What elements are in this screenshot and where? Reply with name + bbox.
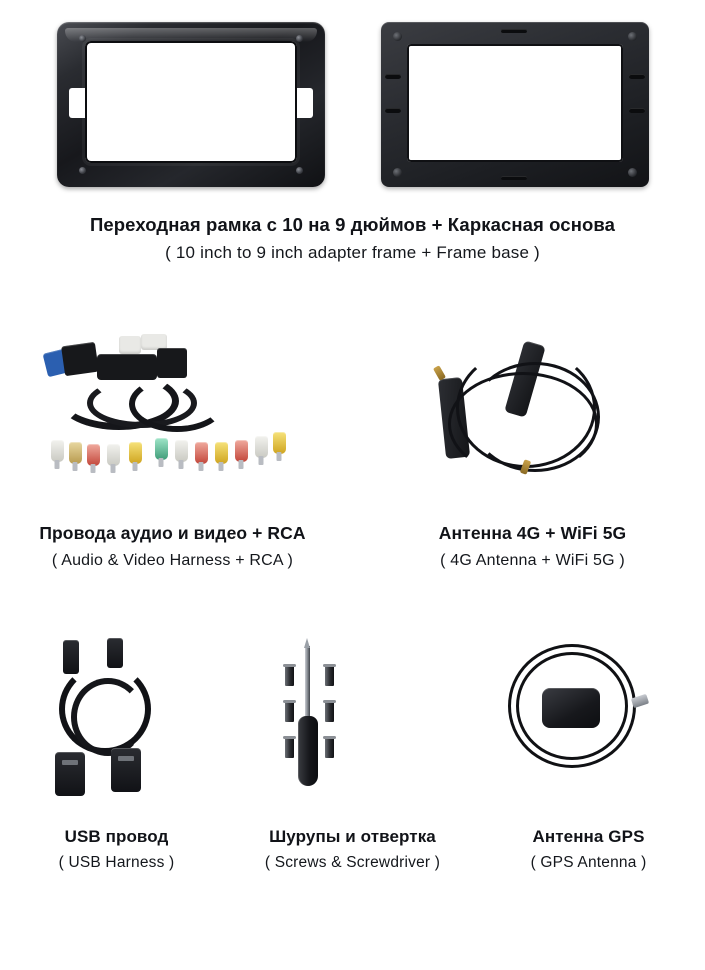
- frame-screw-hole: [296, 35, 303, 42]
- gps-antenna-image: [494, 638, 684, 808]
- caption-gps-antenna: [476, 826, 702, 873]
- usb-port-housing: [55, 752, 85, 796]
- caption-antenna-4g-wifi: [368, 523, 698, 572]
- column-antenna-4g-wifi: [368, 332, 698, 572]
- screwdriver-shaft: [305, 646, 310, 718]
- frame-base-hole: [628, 32, 637, 41]
- caption-en: ( 10 inch to 9 inch adapter frame + Frame base ): [165, 243, 540, 263]
- harness-antenna-row: [0, 332, 705, 572]
- frame-base-hole: [393, 32, 402, 41]
- caption-ru: USB провод: [64, 826, 169, 846]
- rca-plug-red: [235, 440, 248, 462]
- frame-base-slot: [385, 74, 401, 79]
- accessories-row: [0, 638, 705, 873]
- caption-ru: Антенна 4G + WiFi 5G: [438, 523, 627, 544]
- harness-cable: [129, 376, 225, 432]
- rca-plug-yellow: [129, 442, 142, 464]
- harness-connector: [157, 348, 187, 378]
- gps-puck: [542, 688, 600, 728]
- screw: [285, 664, 294, 686]
- caption-ru: Переходная рамка с 10 на 9 дюймов + Каркасная основа: [90, 214, 615, 235]
- frame-opening: [85, 41, 297, 163]
- rca-plug-red: [87, 444, 100, 466]
- frame-screw-hole: [296, 167, 303, 174]
- frame-base-hole: [628, 168, 637, 177]
- frame-left-tab: [69, 88, 85, 118]
- screwdriver-handle: [298, 716, 318, 786]
- caption-en: ( Audio & Video Harness + RCA ): [51, 552, 294, 570]
- usb-harness-image: [37, 638, 197, 808]
- frame-base-slot: [501, 29, 527, 33]
- antenna-cable: [448, 372, 598, 476]
- rca-plug-white: [51, 440, 64, 462]
- rca-plug-white: [255, 436, 268, 458]
- frame-right-tab: [297, 88, 313, 118]
- screw: [325, 664, 334, 686]
- frame-base-slot: [629, 108, 645, 113]
- usb-cable: [71, 678, 145, 756]
- caption-adapter-frame: [0, 213, 705, 264]
- caption-ru: Антенна GPS: [532, 826, 645, 846]
- screwdriver-tip: [304, 638, 310, 648]
- caption-en: ( GPS Antenna ): [530, 854, 647, 872]
- rca-plug-red: [195, 442, 208, 464]
- caption-en: ( USB Harness ): [58, 854, 175, 872]
- rca-plug-yellow: [273, 432, 286, 454]
- section-accessories: [0, 638, 705, 873]
- column-gps-antenna: [476, 638, 702, 873]
- caption-en: ( Screws & Screwdriver ): [264, 854, 441, 872]
- caption-screws-screwdriver: [240, 826, 466, 873]
- frame-base-slot: [629, 74, 645, 79]
- rca-plug-yellow: [69, 442, 82, 464]
- usb-port-slot: [62, 760, 78, 765]
- section-harness-antenna: [0, 332, 705, 572]
- antenna-4g-wifi-image: [418, 332, 648, 507]
- harness-connector: [61, 342, 99, 376]
- section-adapter-frame: [0, 0, 705, 264]
- screw: [325, 700, 334, 722]
- harness-connector: [119, 336, 141, 354]
- adapter-frame-glossy-image: [57, 22, 325, 187]
- frame-base-slot: [501, 176, 527, 180]
- frame-base-hole: [393, 168, 402, 177]
- caption-en: ( 4G Antenna + WiFi 5G ): [440, 552, 625, 570]
- frame-screw-hole: [79, 35, 86, 42]
- column-screws-screwdriver: [240, 638, 466, 873]
- audio-video-harness-image: [33, 332, 313, 507]
- antenna-connector: [432, 365, 445, 381]
- frame-base-slot: [385, 108, 401, 113]
- frame-screw-hole: [79, 167, 86, 174]
- caption-ru: Шурупы и отвертка: [269, 826, 436, 846]
- screws-screwdriver-image: [263, 638, 443, 808]
- frame-base-opening: [407, 44, 623, 162]
- caption-usb-harness: [4, 826, 230, 873]
- screw: [285, 700, 294, 722]
- frame-images-row: [0, 22, 705, 187]
- rca-plug-green: [155, 438, 168, 460]
- rca-plug-yellow: [215, 442, 228, 464]
- usb-connector: [63, 640, 79, 674]
- caption-audio-video-harness: [8, 523, 338, 572]
- column-usb-harness: [4, 638, 230, 873]
- screw: [325, 736, 334, 758]
- caption-ru: Провода аудио и видео + RCA: [39, 523, 306, 544]
- screw: [285, 736, 294, 758]
- usb-port-housing: [111, 748, 141, 792]
- column-audio-video-harness: [8, 332, 338, 572]
- usb-port-slot: [118, 756, 134, 761]
- rca-plug-white: [107, 444, 120, 466]
- rca-plug-white: [175, 440, 188, 462]
- frame-base-matte-image: [381, 22, 649, 187]
